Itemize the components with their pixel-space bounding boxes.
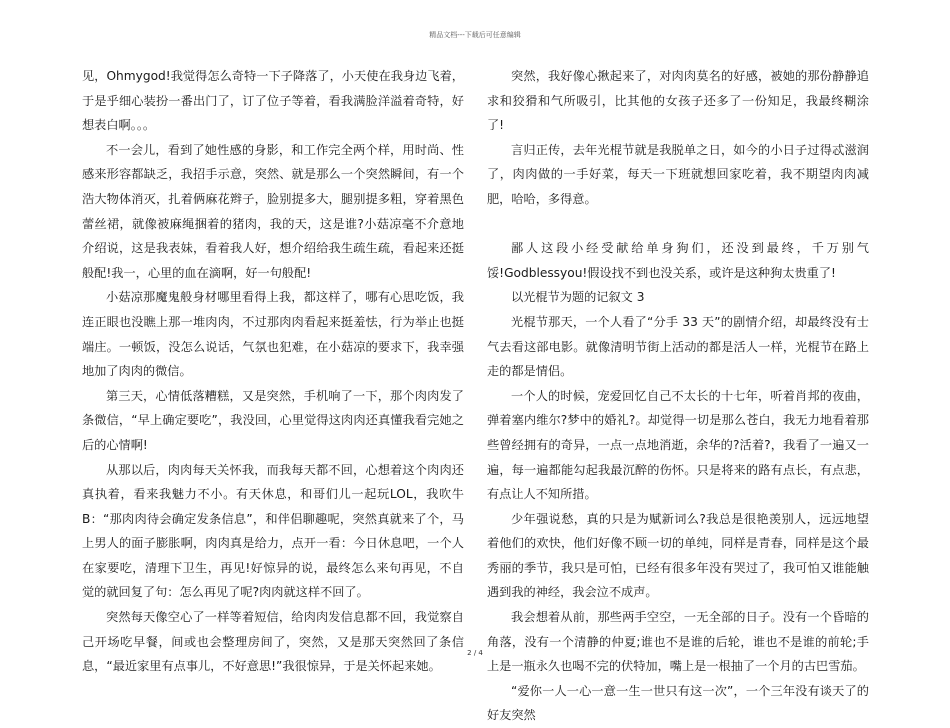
- paragraph: 第三天，心情低落糟糕，又是突然，手机响了一下，那个肉肉发了条微信，“早上确定要吃”，我没回，心里觉得这肉肉还真懂我看完她之后的心情啊!: [82, 388, 464, 452]
- page-number: 2 / 4: [467, 649, 483, 657]
- paragraph: 光棍节那天，一个人看了“分手 33 天”的剧情介绍，却最终没有士气去看这部电影。就像清明节街上活动的都是活人一样，光棍节在路上走的都是情侣。: [487, 314, 869, 379]
- paragraph: “爱你一人一心一意一生一世只有这一次”，一个三年没有谈天了的好友突然: [487, 683, 869, 723]
- paragraph: 一个人的时候，宠爱回忆自己不太长的十七年，听着肖邦的夜曲，弹着塞内维尔?梦中的婚礼?。却觉得一切是那么苍白，我无力地看着那些曾经拥有的奇异，一点一点地消逝，余华的?活着?，我看了一遍又一遍，每一遍都能勾起我最沉醉的伤怀。只是将来的路有点长，有点悲，有点让人不知所措。: [487, 388, 869, 502]
- paragraph: 少年强说愁，真的只是为赋新词么?我总是很艳羡别人，远远地望着他们的欢快，他们好像不顾一切的单纯，同样是青春，同样是这个最秀丽的季节，我只是可怕，已经有很多年没有哭过了，我可怕又谁能触遇到我的神经，我会泣不成声。: [487, 511, 869, 600]
- paragraph: 从那以后，肉肉每天关怀我，而我每天都不回，心想着这个肉肉还真执着，看来我魅力不小。有天休息，和哥们儿一起玩LOL，我吹牛B：“那肉肉待会确定发条信息”，和伴侣聊趣呢，突然真就来了个，马上男人的面子膨胀啊，肉肉真是给力，点开一看：今日休息吧，一个人在家要吃，清理下卫生，再见!好惊异的说，最终怎么来句再见，不自觉的就回复了句：怎么再见了呢?肉肉就这样不回了。: [82, 462, 464, 600]
- right-column: [487, 64, 869, 728]
- section-heading: 以光棍节为题的记叙文 3: [511, 290, 645, 305]
- paragraph: 见，Ohmygod!我觉得怎么奇特一下子降落了，小天使在我身边飞着，于是乎细心装扮一番出门了，订了位子等着，看我满脸洋溢着奇特，好想表白啊。。。: [82, 69, 464, 133]
- paragraph: 突然，我好像心揪起来了，对肉肉莫名的好感，被她的那份静静追求和狡猾和气所吸引，比其他的女孩子还多了一份知足，我最终糊涂了!: [487, 69, 869, 133]
- paragraph: 小菇凉那魔鬼般身材哪里看得上我，都这样了，哪有心思吃饭，我连正眼也没瞧上那一堆肉肉，不过那肉肉看起来挺羞怯，行为举止也挺端庄。一顿饭，没怎么说话，气氛也犯难，在小菇凉的要求下，我幸强地加了肉肉的微信。: [82, 290, 464, 379]
- left-column: [82, 64, 464, 679]
- paragraph: 我会想着从前，那些两手空空，一无全部的日子。没有一个昏暗的角落，没有一个清静的仲夏;谁也不是谁的后轮，谁也不是谁的前轮;手上是一瓶永久也喝不完的伏特加，嘴上是一根抽了一个月的古巴雪茄。: [487, 610, 869, 674]
- paragraph: 突然每天像空心了一样等着短信，给肉肉发信息都不回，我觉察自己开场吃早餐，间或也会整理房间了，突然，又是那天突然回了条信息，“最近家里有点事儿，不好意思!”我很惊异，于是关怀起来她。: [82, 610, 464, 674]
- page-header: 精品文档---下载后可任意编辑: [429, 31, 521, 39]
- paragraph: 不一会儿，看到了她性感的身影，和工作完全两个样，用时尚、性感来形容都缺乏，我招手示意，突然、就是那么一个突然瞬间，有一个浩大物体消灭，扎着俩麻花辫子，脸别提多大，腿别提多粗，穿着黑色蕾丝裙，就像被麻绳捆着的猪肉，我的天，这是谁?小菇凉毫不介意地介绍说，这是我表妹，看着我人好，想介绍给我生疏生疏，看起来还挺般配!我一，心里的血在滴啊，好一句般配!: [82, 142, 464, 280]
- paragraph: 言归正传，去年光棍节就是我脱单之日，如今的小日子过得忒滋润了，肉肉做的一手好菜，每天一下班就想回家吃着，我不期望肉肉减肥，哈哈，多得意。: [487, 142, 869, 206]
- paragraph: 鄙人这段小经受献给单身狗们，还没到最终，千万别气馁!Godblessyou!假设找不到也没关系，或许是这种狗太贵重了!: [487, 241, 869, 280]
